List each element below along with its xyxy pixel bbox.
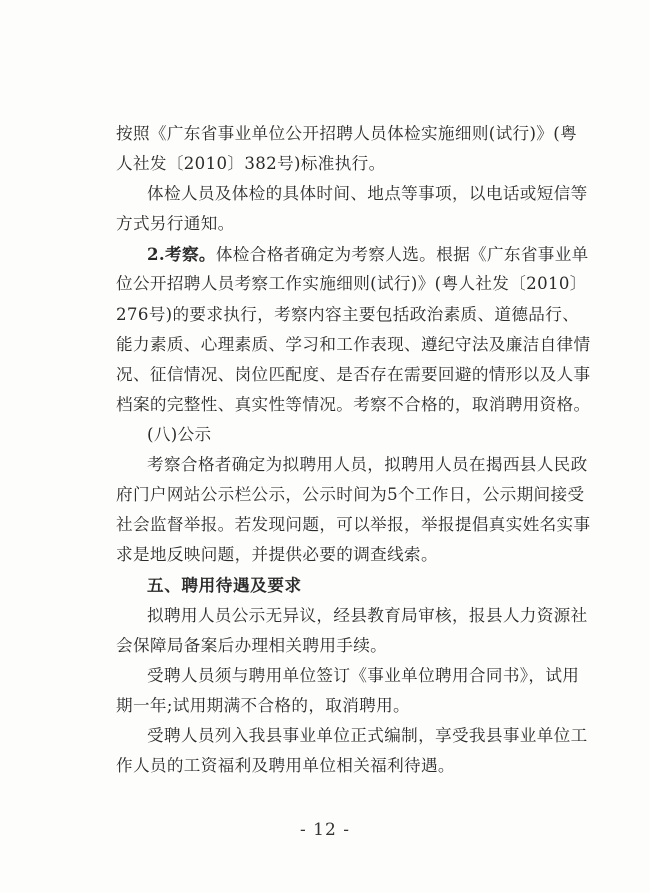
paragraph-line: 受聘人员列入我县事业单位正式编制，享受我县事业单位工 — [147, 725, 588, 745]
paragraph-line: 位公开招聘人员考察工作实施细则(试行)》(粤人社发〔2010〕 — [116, 274, 587, 294]
paragraph-line: 况、征信情况、岗位匹配度、是否存在需要回避的情形以及人事 — [116, 364, 591, 384]
paragraph-line: 档案的完整性、真实性等情况。考察不合格的，取消聘用资格。 — [116, 394, 591, 414]
page-number: - 12 - — [300, 820, 350, 840]
paragraph-line: 276号)的要求执行，考察内容主要包括政治素质、道德品行、 — [116, 304, 580, 324]
paragraph-line: 求是地反映问题，并提供必要的调查线索。 — [116, 545, 438, 565]
paragraph-line: 拟聘用人员公示无异议，经县教育局审核，报县人力资源社 — [147, 605, 588, 625]
paragraph-text: 体检合格者确定为考察人选。根据《广东省事业单 — [215, 245, 589, 265]
subsection-heading-publicity: (八)公示 — [147, 424, 212, 444]
paragraph-line: 府门户网站公示栏公示，公示时间为5个工作日，公示期间接受 — [116, 485, 585, 505]
document-body — [116, 119, 591, 781]
section-heading-employment: 五、聘用待遇及要求 — [147, 575, 302, 596]
paragraph-line: 期一年;试用期满不合格的，取消聘用。 — [116, 695, 410, 715]
paragraph-line: 受聘人员须与聘用单位签订《事业单位聘用合同书》，试用 — [147, 665, 580, 685]
paragraph-line: 作人员的工资福利及聘用单位相关福利待遇。 — [116, 755, 455, 775]
paragraph-line — [116, 239, 589, 269]
paragraph-line: 体检人员及体检的具体时间、地点等事项，以电话或短信等 — [147, 184, 588, 204]
paragraph-line: 考察合格者确定为拟聘用人员，拟聘用人员在揭西县人民政 — [147, 455, 588, 475]
section-label-inspection: 2.考察。 — [147, 244, 216, 265]
paragraph-line: 人社发〔2010〕382号)标准执行。 — [116, 154, 386, 174]
paragraph-line: 按照《广东省事业单位公开招聘人员体检实施细则(试行)》(粤 — [116, 124, 578, 143]
paragraph-line: 会保障局备案后办理相关聘用手续。 — [116, 635, 388, 655]
paragraph-line: 能力素质、心理素质、学习和工作表现、遵纪守法及廉洁自律情 — [116, 334, 591, 354]
paragraph-line: 社会监督举报。若发现问题，可以举报，举报提倡真实姓名实事 — [116, 515, 591, 535]
paragraph-line: 方式另行通知。 — [116, 214, 235, 234]
